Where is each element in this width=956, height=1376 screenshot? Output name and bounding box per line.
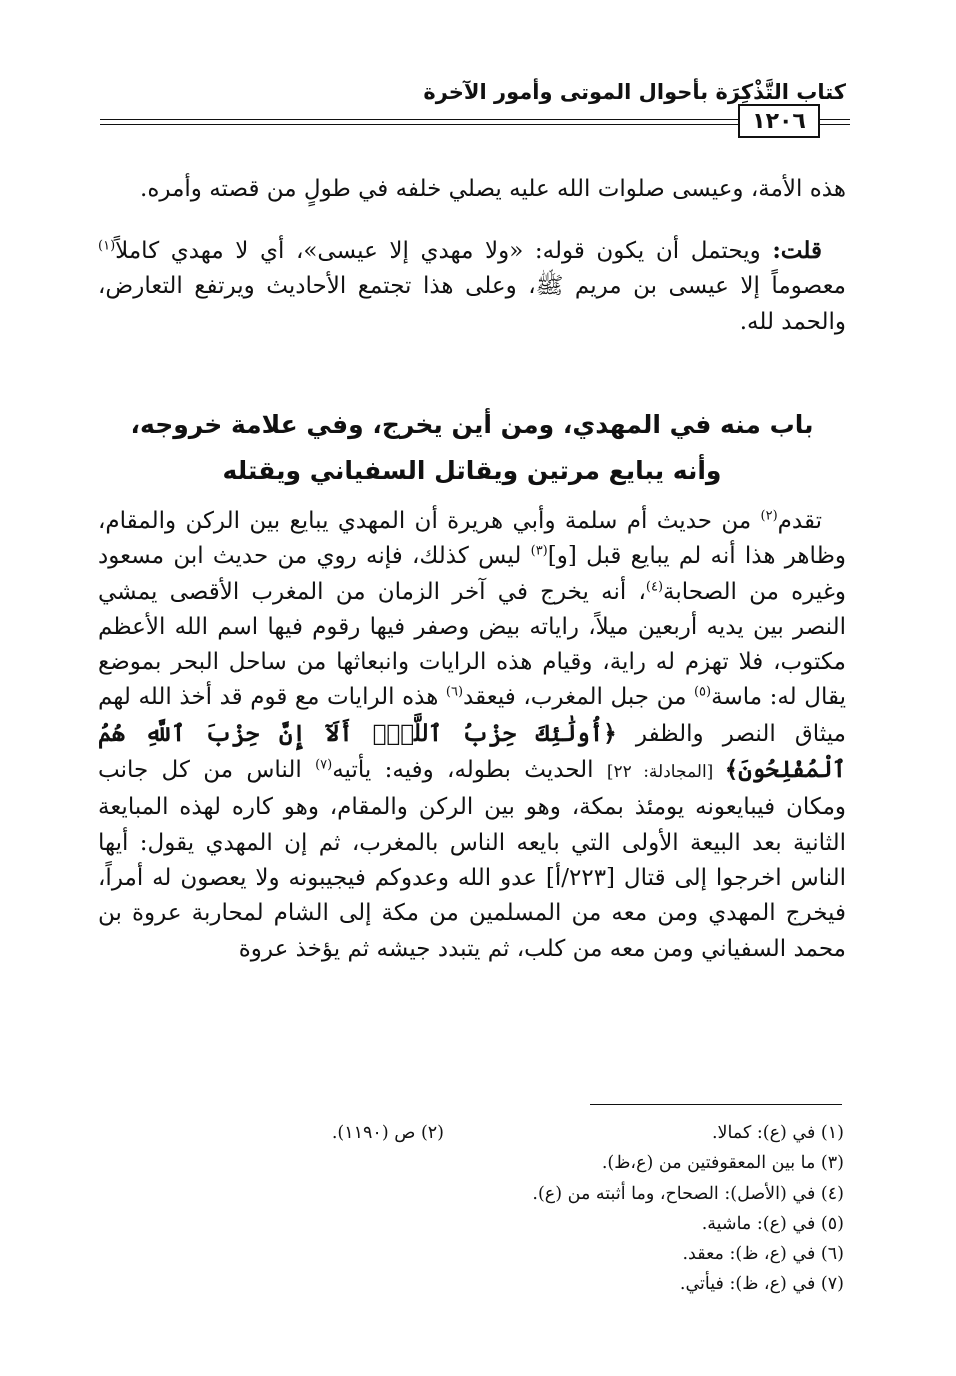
footnote-4: (٤) في (الأصل): الصحاح، وما أثبته من (ع).	[532, 1183, 844, 1204]
running-title: كتاب التَّذْكِرَة بأحوال الموتى وأمور الآخرة	[423, 80, 846, 104]
footnotes	[150, 1118, 844, 1300]
heading-line-1: باب منه في المهدي، ومن أين يخرج، وفي علامة خروجه،	[130, 410, 814, 439]
p2-text-b: معصوماً إلا عيسى بن مريم ﷺ، وعلى هذا تجتمع الأحاديث ويرتفع التعارض، والحمد لله.	[98, 273, 846, 335]
paragraph-continuation: هذه الأمة، وعيسى صلوات الله عليه يصلي خلفه في طولٍ من قصته وأمره.	[140, 176, 846, 202]
header-rule-end-lower	[820, 124, 850, 125]
footnote-ref-4: (٤)	[645, 578, 664, 594]
p3-s6: هذه الرايات مع قوم قد أخذ الله لهم ميثاق النصر والظفر	[98, 684, 846, 747]
p3-s7: الحديث بطوله، وفيه: يأتيه	[332, 757, 607, 784]
footnote-row	[150, 1239, 844, 1269]
paragraph-qult	[98, 233, 846, 340]
header-rule-end-upper	[820, 119, 850, 120]
p3-s2: من حديث أم سلمة وأبي هريرة أن المهدي يبايع بين الركن والمقام، وظاهر هذا أنه لم يبايع قبل [و]	[98, 508, 846, 570]
footnote-1: (١) في (ع): كمالا.	[711, 1123, 844, 1143]
p3-s5: من جبل المغرب، فيعقد	[463, 684, 694, 711]
header-rule-lower	[100, 124, 740, 125]
quran-citation: [المجادلة: ٢٢]	[606, 762, 725, 783]
header-rule-upper	[100, 119, 740, 120]
footnote-6: (٦) في (ع، ظ): معقد.	[682, 1244, 844, 1265]
footnote-3: (٣) ما بين المعقوفتين من (ع،ظ).	[601, 1153, 844, 1174]
heading-line-2: وأنه يبايع مرتين ويقاتل السفياني ويقتله	[222, 456, 722, 485]
section-heading	[98, 402, 846, 494]
footnote-row	[150, 1179, 844, 1209]
footnote-5: (٥) في (ع): ماشية.	[701, 1213, 844, 1234]
qult-label: قلت:	[772, 237, 822, 264]
footnote-row	[150, 1148, 844, 1178]
page-number: ١٢٠٦	[738, 104, 820, 138]
footnote-ref-3: (٣)	[530, 543, 548, 559]
p3-s3: ليس كذلك، فإنه روي من حديث ابن مسعود وغيره من الصحابة	[98, 543, 846, 605]
p2-text-a: ويحتمل أن يكون قوله: «ولا مهدي إلا عيسى»، أي لا مهدي كاملاً	[115, 238, 773, 264]
footnote-separator	[590, 1104, 842, 1105]
footnote-row	[150, 1269, 844, 1299]
paragraph-main	[98, 504, 846, 967]
p3-s1: تقدم	[777, 508, 822, 534]
footnote-2: (٢) ص (١١٩٠).	[331, 1123, 444, 1143]
footnote-7: (٧) في (ع، ظ): فيأتي.	[679, 1274, 844, 1295]
footnote-ref-1: (١)	[98, 238, 116, 254]
p3-s8: الناس من كل جانب ومكان فيبايعونه يومئذ بمكة، وهو بين الركن والمقام، وهو كاره لهذه المبايعة الثانية بعد البيعة الأولى التي بايعه الناس بالمغرب، ثم إن المهدي يقول: أيها الناس اخرجوا إلى قتال [٢٢٣/أ] عدو الله وعدوكم فيجيبونه ولا يعصون له أمراً، فيخرج المهدي ومن معه من المسلمين من مكة إلى الشام لمحاربة عروة بن محمد السفياني ومن معه من كلب، ثم يتبدد جيشه ثم يؤخذ عروة	[98, 757, 846, 962]
footnote-ref-6: (٦)	[445, 684, 464, 700]
quran-verse: ﴿أُولَٰئِكَ حِزْبُ ٱللَّهِۚ أَلَآ إِنَّ حِزْبَ ٱللَّهِ هُمُ ٱلْمُفْلِحُونَ﴾	[98, 719, 847, 784]
footnote-row	[150, 1118, 844, 1148]
footnote-ref-2: (٢)	[760, 508, 778, 524]
p3-s4: ، أنه يخرج في آخر الزمان من المغرب الأقصى يمشي النصر بين يديه أربعين ميلاً، راياته بيض وصفر فيها رقوم فيها اسم الله الأعظم مكتوب، فلا تهزم له راية، وقيام هذه الرايات وانبعاثها من ساحل البحر بموضع يقال له: ماسة	[98, 578, 846, 711]
footnote-ref-5: (٥)	[693, 684, 712, 700]
footnote-ref-7: (٧)	[315, 757, 333, 773]
footnote-row	[150, 1209, 844, 1239]
